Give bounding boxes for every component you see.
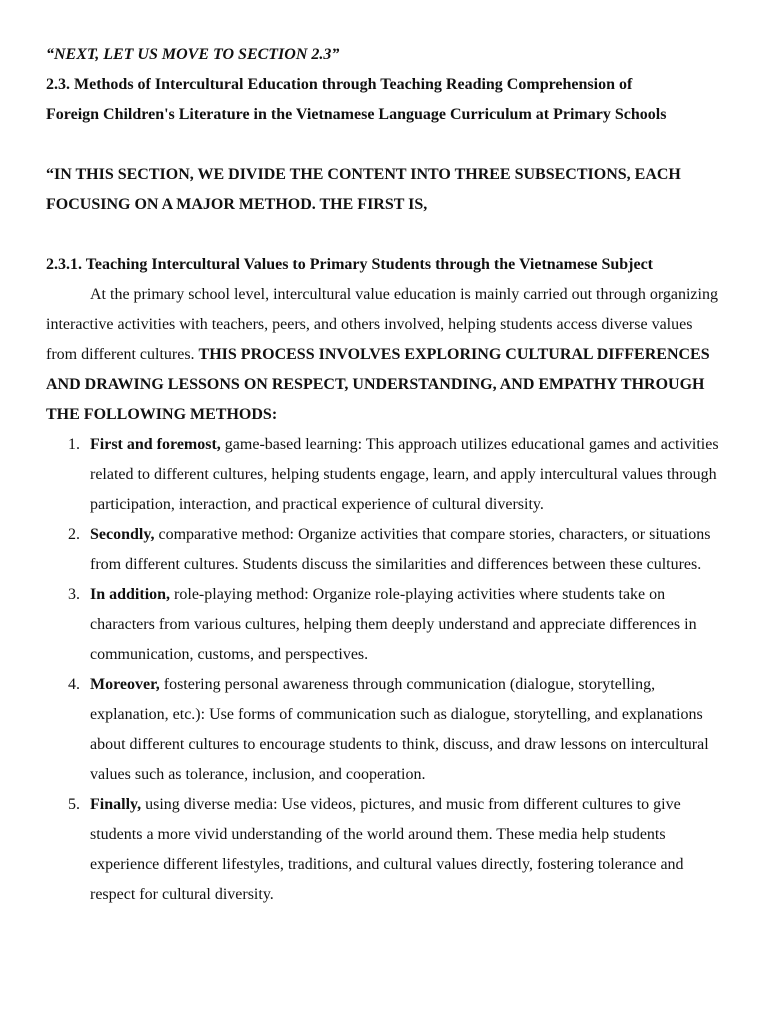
paragraph-text: At the primary school level, intercultural value education is mainly carried out through organizing interactive activities with teachers, peers, and others involved, helping students access diverse values from different cultures. <box>46 286 718 363</box>
list-item-lead: First and foremost, <box>90 436 221 453</box>
transition-line-1: “IN THIS SECTION, WE DIVIDE THE CONTENT INTO THREE SUBSECTIONS, EACH <box>46 166 681 183</box>
list-item-text: role-playing method: Organize role-playing activities where students take on characters from various cultures, helping them deeply understand and appreciate differences in communication, customs, and perspectives. <box>90 586 697 663</box>
spacer <box>46 220 726 250</box>
spacer <box>46 130 726 160</box>
body-paragraph <box>46 280 726 430</box>
list-number: 4. <box>68 676 80 693</box>
list-item-text: comparative method: Organize activities that compare stories, characters, or situations from different cultures. Students discuss the similarities and differences between these cultures. <box>90 526 711 573</box>
list-number: 3. <box>68 586 80 603</box>
transition-line-2: FOCUSING ON A MAJOR METHOD. THE FIRST IS, <box>46 196 428 213</box>
list-item <box>68 580 726 670</box>
list-item-text: game-based learning: This approach utilizes educational games and activities related to different cultures, helping students engage, learn, and apply intercultural values through participation, interaction, and practical experience of cultural diversity. <box>90 436 719 513</box>
section-heading-line-1: 2.3. Methods of Intercultural Education through Teaching Reading Comprehension of <box>46 76 633 93</box>
list-item <box>68 430 726 520</box>
paragraph-emphasis: THIS PROCESS INVOLVES EXPLORING CULTURAL DIFFERENCES AND DRAWING LESSONS ON RESPECT, UNDERSTANDING, AND EMPATHY THROUGH THE FOLLOWING METHODS: <box>46 346 710 423</box>
document-page <box>46 40 726 910</box>
list-item <box>68 670 726 790</box>
list-item <box>68 790 726 910</box>
methods-list <box>46 430 726 910</box>
list-item-lead: Secondly, <box>90 526 155 543</box>
list-item-text: fostering personal awareness through communication (dialogue, storytelling, explanation, etc.): Use forms of communication such as dialogue, storytelling, and explanations about different cultures to encourage students to think, discuss, and draw lessons on intercultural values such as tolerance, inclusion, and cooperation. <box>90 676 709 783</box>
list-number: 1. <box>68 436 80 453</box>
list-item <box>68 520 726 580</box>
list-item-lead: In addition, <box>90 586 171 603</box>
subsection-heading: 2.3.1. Teaching Intercultural Values to Primary Students through the Vietnamese Subject <box>46 256 653 273</box>
list-number: 5. <box>68 796 80 813</box>
list-item-lead: Finally, <box>90 796 142 813</box>
section-heading-line-2: Foreign Children's Literature in the Vietnamese Language Curriculum at Primary Schools <box>46 106 667 123</box>
list-item-text: using diverse media: Use videos, pictures, and music from different cultures to give students a more vivid understanding of the world around them. These media help students experience different lifestyles, traditions, and cultural values directly, fostering tolerance and respect for cultural diversity. <box>90 796 684 903</box>
list-number: 2. <box>68 526 80 543</box>
intro-quote: “NEXT, LET US MOVE TO SECTION 2.3” <box>46 46 340 63</box>
list-item-lead: Moreover, <box>90 676 160 693</box>
